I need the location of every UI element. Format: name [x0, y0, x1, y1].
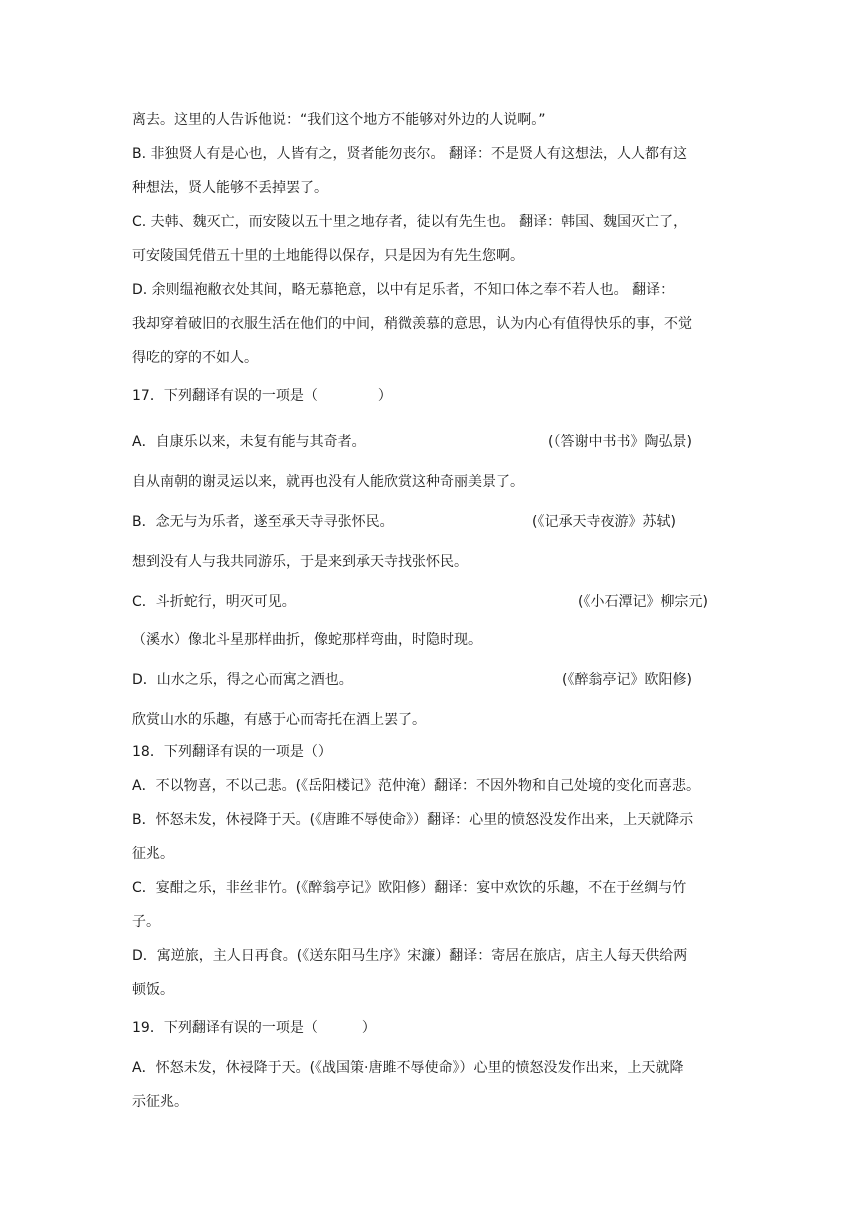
q18-option-c-line2: 子。: [132, 914, 160, 930]
q16-option-d-line2: 我却穿着破旧的衣服生活在他们的中间，稍微羡慕的意思，认为内心有值得快乐的事，不觉: [132, 316, 692, 332]
q18-option-b-line2: 征兆。: [132, 846, 174, 862]
q18-stem: 18．下列翻译有误的一项是（）: [132, 744, 332, 760]
q18-option-d-line1: D．寓逆旅，主人日再食。(《送东阳马生序》宋濂）翻译：寄居在旅店，店主人每天供给两: [132, 948, 688, 964]
q17-option-c-translation: （溪水）像北斗星那样曲折，像蛇那样弯曲，时隐时现。: [132, 632, 482, 648]
q17-option-b-translation: 想到没有人与我共同游乐，于是来到承天寺找张怀民。: [132, 554, 468, 570]
q19-stem: [132, 1018, 376, 1038]
q17-stem-prefix: 17．下列翻译有误的一项是（: [132, 388, 318, 404]
q18-option-c-line1: C．宴酣之乐，非丝非竹。(《醉翁亭记》欧阳修）翻译：宴中欢饮的乐趣，不在于丝绸与竹: [132, 880, 687, 896]
q19-stem-prefix: 19．下列翻译有误的一项是（: [132, 1020, 318, 1036]
q17-option-d-translation: 欣赏山水的乐趣，有感于心而寄托在酒上罢了。: [132, 712, 426, 728]
q19-option-a-line2: 示征兆。: [132, 1094, 188, 1110]
q17-option-d: D．山水之乐，得之心而寓之酒也。: [132, 672, 353, 688]
q18-option-a: A．不以物喜，不以己悲。(《岳阳楼记》范仲淹）翻译：不因外物和自己处境的变化而喜悲。: [132, 778, 701, 794]
q17-option-a: A．自康乐以来，未复有能与其奇者。: [132, 434, 366, 450]
q16-option-d-line3: 得吃的穿的不如人。: [132, 350, 258, 366]
q18-option-d-line2: 顿饭。: [132, 982, 174, 998]
q17-stem-suffix: ）: [377, 388, 392, 404]
q17-option-c-source: (《小石潭记》柳宗元): [578, 594, 708, 610]
q16-option-c-line1: C. 夫韩、魏灭亡，而安陵以五十里之地存者，徒以有先生也。 翻译：韩国、魏国灭亡了，: [132, 214, 688, 230]
q16-option-b-line2: 种想法，贤人能够不丢掉罢了。: [132, 180, 328, 196]
q19-option-a-line1: A．怀怒未发，休祲降于天。(《战国策·唐雎不辱使命》）心里的愤怒没发作出来，上天就降: [132, 1060, 684, 1076]
q16-option-d-line1: D. 余则缊袍敝衣处其间，略无慕艳意，以中有足乐者，不知口体之奉不若人也。 翻译：: [132, 282, 675, 298]
q18-option-b-line1: B．怀怒未发，休祲降于天。(《唐雎不辱使命》）翻译：心里的愤怒没发作出来，上天就降示: [132, 812, 694, 828]
q16-option-b-line1: B. 非独贤人有是心也，人皆有之，贤者能勿丧尔。 翻译：不是贤人有这想法，人人都有这: [132, 146, 687, 162]
q19-stem-suffix: ）: [361, 1020, 376, 1036]
q17-option-d-source: (《醉翁亭记》欧阳修): [562, 672, 692, 688]
q17-option-a-translation: 自从南朝的谢灵运以来，就再也没有人能欣赏这种奇丽美景了。: [132, 474, 524, 490]
q16-option-c-line2: 可安陵国凭借五十里的土地能得以保存，只是因为有先生您啊。: [132, 248, 524, 264]
q17-option-b-source: (《记承天寺夜游》苏轼): [532, 514, 676, 530]
q16-line-continuation: 离去。这里的人告诉他说：“我们这个地方不能够对外边的人说啊。”: [132, 112, 546, 128]
q17-option-c: C．斗折蛇行，明灭可见。: [132, 594, 296, 610]
q17-option-a-source: (（答谢中书书》陶弘景): [548, 434, 692, 450]
q17-stem: [132, 386, 392, 406]
q17-option-b: B．念无与为乐者，遂至承天寺寻张怀民。: [132, 514, 394, 530]
